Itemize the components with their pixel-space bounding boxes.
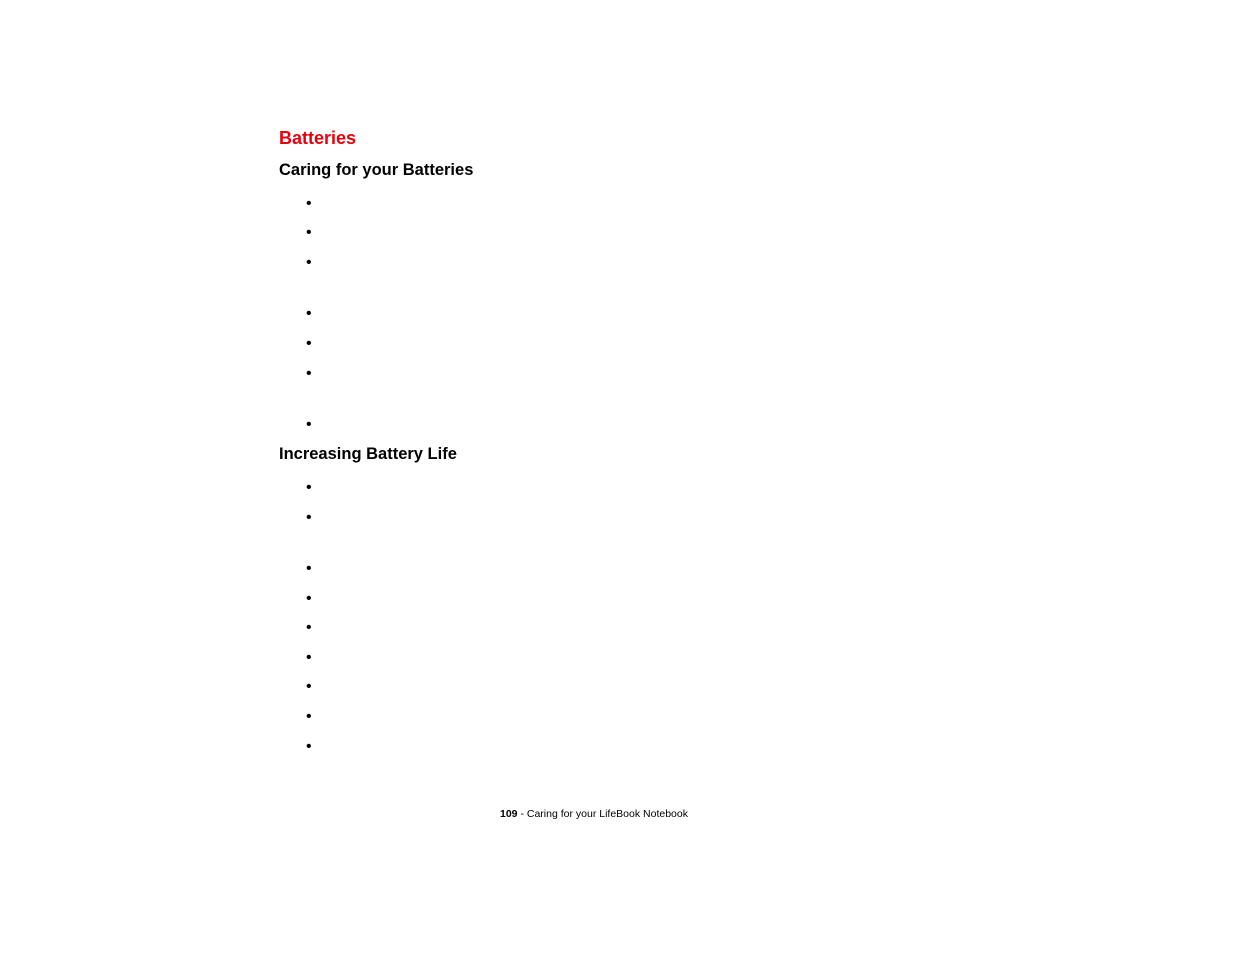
bullet-icon: • xyxy=(306,678,312,695)
bullet-icon: • xyxy=(306,479,312,496)
bullet-icon: • xyxy=(306,335,312,352)
bullet-icon: • xyxy=(306,708,312,725)
section-title: Batteries xyxy=(279,128,357,148)
subheading-caring-for-batteries: Caring for your Batteries xyxy=(279,161,474,179)
footer-separator: - xyxy=(517,808,527,820)
bullet-icon: • xyxy=(306,195,312,212)
bullet-icon: • xyxy=(306,416,312,433)
bullet-icon: • xyxy=(306,619,312,636)
footer-text: Caring for your LifeBook Notebook xyxy=(526,808,688,820)
bullet-icon: • xyxy=(306,254,312,271)
bullet-icon: • xyxy=(306,305,312,322)
page-footer xyxy=(500,807,688,821)
bullet-icon: • xyxy=(306,224,312,241)
subheading-increasing-battery-life: Increasing Battery Life xyxy=(279,445,457,463)
bullet-icon: • xyxy=(306,509,312,526)
bullet-icon: • xyxy=(306,738,312,755)
bullet-icon: • xyxy=(306,365,312,382)
bullet-icon: • xyxy=(306,649,312,666)
bullet-icon: • xyxy=(306,590,312,607)
page-number: 109 xyxy=(500,808,518,820)
page-content xyxy=(279,126,979,755)
bullet-icon: • xyxy=(306,560,312,577)
